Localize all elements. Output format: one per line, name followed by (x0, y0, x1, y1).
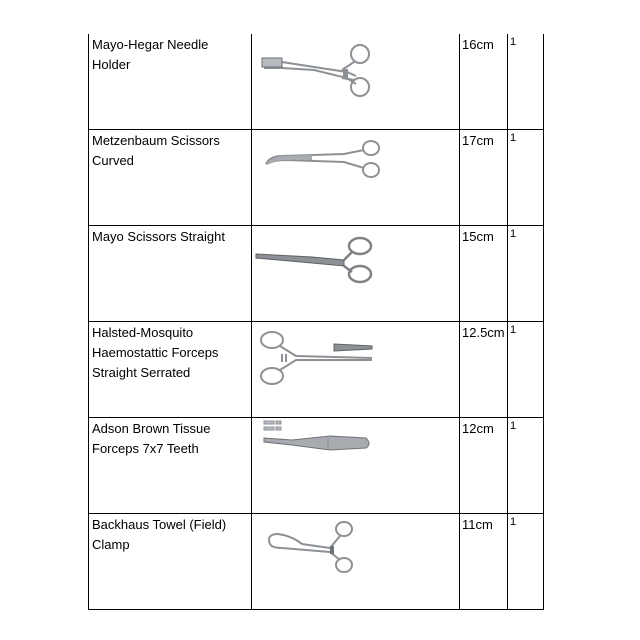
instrument-size-cell (460, 34, 508, 130)
instrument-qty: 1 (510, 324, 517, 336)
instrument-table (88, 34, 544, 610)
towel-clamp-icon (252, 514, 459, 609)
instrument-qty-cell (508, 130, 544, 226)
instrument-name-cell (89, 322, 252, 418)
instrument-image-cell (252, 34, 460, 130)
instrument-name-cell (89, 418, 252, 514)
instrument-size-cell (460, 130, 508, 226)
instrument-name-cell (89, 514, 252, 610)
instrument-image-cell (252, 226, 460, 322)
instrument-qty-cell (508, 514, 544, 610)
table-row (89, 514, 544, 610)
instrument-size-cell (460, 514, 508, 610)
instrument-name-cell (89, 226, 252, 322)
instrument-size-cell (460, 418, 508, 514)
instrument-name: Mayo-Hegar Needle Holder (92, 37, 209, 72)
straight-scissors-icon (252, 226, 459, 321)
instrument-qty: 1 (510, 132, 517, 144)
instrument-name: Halsted-Mosquito Haemostattic Forceps Straight Serrated (92, 325, 219, 380)
instrument-qty-cell (508, 226, 544, 322)
instrument-image-cell (252, 130, 460, 226)
needle-holder-icon (252, 34, 459, 129)
instrument-qty-cell (508, 322, 544, 418)
instrument-size-cell (460, 226, 508, 322)
instrument-name-cell (89, 34, 252, 130)
instrument-qty: 1 (510, 228, 517, 240)
instrument-size: 16cm (462, 37, 494, 52)
instrument-qty: 1 (510, 516, 517, 528)
table-row (89, 226, 544, 322)
instrument-qty-cell (508, 418, 544, 514)
instrument-name-cell (89, 130, 252, 226)
instrument-size: 17cm (462, 133, 494, 148)
instrument-image-cell (252, 322, 460, 418)
table-row (89, 322, 544, 418)
instrument-size-cell (460, 322, 508, 418)
table-row (89, 34, 544, 130)
instrument-qty: 1 (510, 36, 517, 48)
instrument-name: Mayo Scissors Straight (92, 229, 225, 244)
instrument-size: 12.5cm (462, 325, 505, 340)
instrument-size: 11cm (462, 517, 493, 532)
mosquito-forceps-icon (252, 322, 459, 417)
instrument-size: 12cm (462, 421, 494, 436)
instrument-image-cell (252, 418, 460, 514)
instrument-name: Adson Brown Tissue Forceps 7x7 Teeth (92, 421, 211, 456)
instrument-qty-cell (508, 34, 544, 130)
instrument-size: 15cm (462, 229, 494, 244)
instrument-name: Metzenbaum Scissors Curved (92, 133, 220, 168)
table-row (89, 418, 544, 514)
tissue-forceps-icon (252, 418, 459, 513)
instrument-qty: 1 (510, 420, 517, 432)
instrument-name: Backhaus Towel (Field) Clamp (92, 517, 227, 552)
curved-scissors-icon (252, 130, 459, 225)
table-row (89, 130, 544, 226)
instrument-image-cell (252, 514, 460, 610)
